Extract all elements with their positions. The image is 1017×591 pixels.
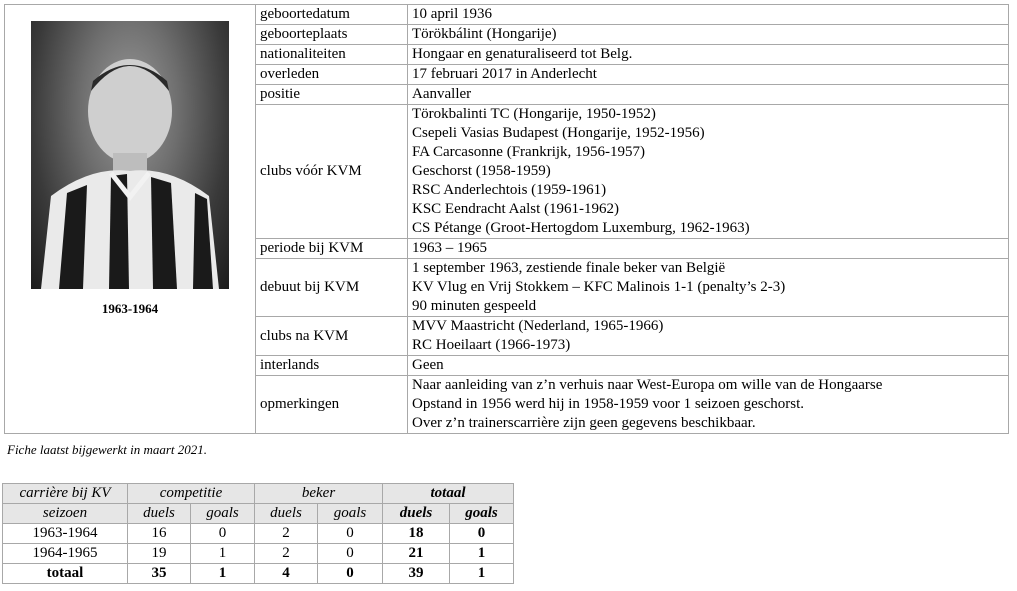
career-header-row — [3, 484, 514, 504]
field-value — [408, 45, 1009, 65]
field-value — [408, 65, 1009, 85]
group-beker-header: beker — [255, 484, 383, 504]
col-seizoen-header: seizoen — [3, 504, 128, 524]
field-value — [408, 85, 1009, 105]
field-value-line: 90 minuten gespeeld — [412, 298, 537, 314]
field-value-line: 1963 – 1965 — [412, 240, 487, 256]
group-totaal-header: totaal — [383, 484, 514, 504]
career-stats-table — [2, 483, 514, 584]
season-row — [3, 544, 514, 564]
field-value-line: Geschorst (1958-1959) — [412, 163, 551, 179]
field-label: clubs na KVM — [256, 317, 408, 356]
field-value-line: Geen — [412, 357, 444, 373]
field-value-line: CS Pétange (Groot-Hertogdom Luxemburg, 1962-1963) — [412, 220, 750, 236]
fiche-row — [5, 5, 1009, 25]
comp-duels-cell: 16 — [128, 524, 191, 544]
season-cell: 1964-1965 — [3, 544, 128, 564]
field-label: periode bij KVM — [256, 239, 408, 259]
field-value-line: 17 februari 2017 in Anderlecht — [412, 66, 597, 82]
field-value-line: Törokbalinti TC (Hongarije, 1950-1952) — [412, 106, 656, 122]
field-label: nationaliteiten — [256, 45, 408, 65]
field-value-line: Naar aanleiding van z’n verhuis naar West-Europa om wille van de Hongaarse — [412, 377, 883, 393]
field-label: opmerkingen — [256, 376, 408, 434]
field-value — [408, 105, 1009, 239]
field-value — [408, 5, 1009, 25]
field-label: geboortedatum — [256, 5, 408, 25]
cup-goals-cell: 0 — [318, 544, 383, 564]
tot-duels-cell: 21 — [383, 544, 450, 564]
photo-caption: 1963-1964 — [101, 301, 159, 316]
tot-goals-cell: 1 — [450, 544, 514, 564]
field-value-line: Törökbálint (Hongarije) — [412, 26, 557, 42]
field-value-line: Csepeli Vasias Budapest (Hongarije, 1952-1956) — [412, 125, 705, 141]
photo-cell — [5, 5, 256, 434]
col-tot-goals-header: goals — [450, 504, 514, 524]
comp-goals-cell: 0 — [191, 524, 255, 544]
field-value — [408, 356, 1009, 376]
career-title: carrière bij KV — [3, 484, 128, 504]
field-value — [408, 317, 1009, 356]
field-value-line: MVV Maastricht (Nederland, 1965-1966) — [412, 318, 664, 334]
field-label: interlands — [256, 356, 408, 376]
last-updated-note: Fiche laatst bijgewerkt in maart 2021. — [7, 442, 208, 457]
player-photo — [31, 21, 229, 289]
total-tot-goals-cell: 1 — [450, 564, 514, 584]
field-value-line: 1 september 1963, zestiende finale beker van België — [412, 260, 726, 276]
group-competitie-header: competitie — [128, 484, 255, 504]
field-value-line: KSC Eendracht Aalst (1961-1962) — [412, 201, 620, 217]
cup-duels-cell: 2 — [255, 524, 318, 544]
field-value-line: RSC Anderlechtois (1959-1961) — [412, 182, 607, 198]
field-value — [408, 25, 1009, 45]
comp-duels-cell: 19 — [128, 544, 191, 564]
tot-duels-cell: 18 — [383, 524, 450, 544]
cup-duels-cell: 2 — [255, 544, 318, 564]
season-cell: 1963-1964 — [3, 524, 128, 544]
col-tot-duels-header: duels — [383, 504, 450, 524]
field-label: overleden — [256, 65, 408, 85]
col-cup-duels-header: duels — [255, 504, 318, 524]
total-tot-duels-cell: 39 — [383, 564, 450, 584]
field-value-line: Hongaar en genaturaliseerd tot Belg. — [412, 46, 633, 62]
field-value — [408, 376, 1009, 434]
player-fiche-table — [4, 4, 1009, 434]
cup-goals-cell: 0 — [318, 524, 383, 544]
field-value-line: Opstand in 1956 werd hij in 1958-1959 voor 1 seizoen geschorst. — [412, 396, 805, 412]
total-label-cell: totaal — [3, 564, 128, 584]
field-value-line: Over z’n trainerscarrière zijn geen gegevens beschikbaar. — [412, 415, 756, 431]
field-label: clubs vóór KVM — [256, 105, 408, 239]
total-row — [3, 564, 514, 584]
col-cup-goals-header: goals — [318, 504, 383, 524]
total-comp-duels-cell: 35 — [128, 564, 191, 584]
field-value — [408, 259, 1009, 317]
field-value-line: RC Hoeilaart (1966-1973) — [412, 337, 571, 353]
career-subheader-row — [3, 504, 514, 524]
field-value-line: Aanvaller — [412, 86, 472, 102]
field-value — [408, 239, 1009, 259]
total-cup-duels-cell: 4 — [255, 564, 318, 584]
comp-goals-cell: 1 — [191, 544, 255, 564]
season-row — [3, 524, 514, 544]
field-value-line: 10 april 1936 — [412, 6, 492, 22]
field-label: geboorteplaats — [256, 25, 408, 45]
field-label: debuut bij KVM — [256, 259, 408, 317]
tot-goals-cell: 0 — [450, 524, 514, 544]
total-comp-goals-cell: 1 — [191, 564, 255, 584]
col-comp-duels-header: duels — [128, 504, 191, 524]
field-label: positie — [256, 85, 408, 105]
field-value-line: KV Vlug en Vrij Stokkem – KFC Malinois 1-1 (penalty’s 2-3) — [412, 279, 786, 295]
col-comp-goals-header: goals — [191, 504, 255, 524]
field-value-line: FA Carcasonne (Frankrijk, 1956-1957) — [412, 144, 646, 160]
total-cup-goals-cell: 0 — [318, 564, 383, 584]
